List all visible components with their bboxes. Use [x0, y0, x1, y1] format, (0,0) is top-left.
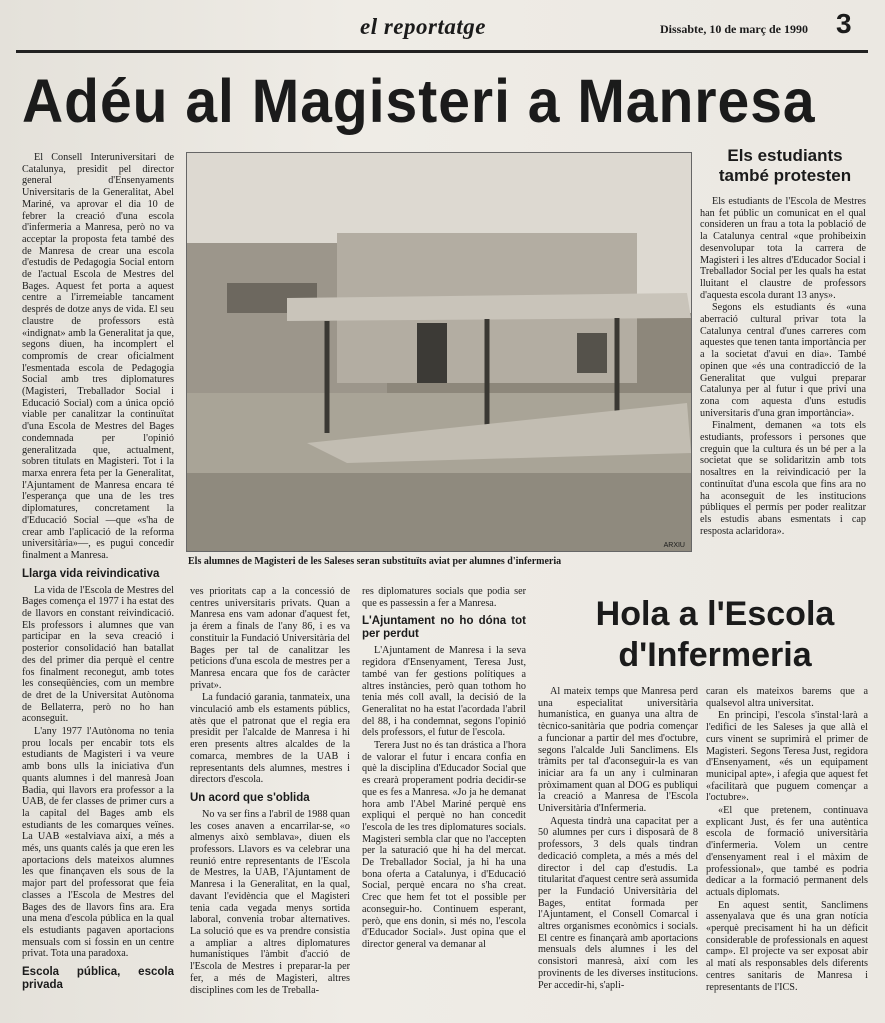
- building-photo: [186, 152, 692, 552]
- article-paragraph: Al mateix temps que Manresa perd una especialitat universitària humanística, en guanya una altra de tècnico-sanitària que podria començar a funcionar a partir del mes d'octubre, segons l'alcalde Juli Sanclimens. Els tràmits per tal d'aconseguir-la es van iniciar ara fa un any i culminaran pròximament quan al DOG es publiqui la creació a Manresa de l'Escola Universitària d'Infermeria.: [538, 686, 698, 815]
- subheading: Escola pública, escola privada: [22, 966, 174, 992]
- article-paragraph: El Consell Interuniversitari de Catalunya, presidit pel director general d'Ensenyaments Universitaris de la Generalitat, Abel Mariné, va aprovar el dia 10 de febrer la creació d'una escola d'infermeria a Manresa, però no va acceptar la proposta feta també des de Manresa de crear una escola d'estudis de Pedagogia Social entorn de l'actual Escola de Mestres del Bages. Aquest fet porta a aquest centre a l'irremeiable tancament després de dotze anys de vida. El seu claustre de professors està «indignat» amb la Generalitat ja que, segons diuen, ha incomplert el compromís de crear oficialment l'esmentada escola de Pedagogia Social amb tres diplomatures (Magisteri, Treballador Social i Educació Social) com a única opció viable per canalitzar la continuïtat d'una Escola de Mestres del Bages condemnada per l'opinió generalitzada que, actualment, sobren titulats en Magisteri. Tot i la marxa enrera feta per la Generalitat, l'Ajuntament de Manresa encara té l'esperança que una de les tres diplomatures, concretament la d'Educació Social —que «s'ha de crear amb l'aplicació de la reforma universitària»—, es pugui concedir finalment a Manresa.: [22, 152, 174, 561]
- article-paragraph: En aquest sentit, Sanclimens assenyalava que és una gran notícia «perquè precisament hi ha un dèficit considerable de professionals en aquest camp». El projecte va ser exposat abir al matí als responsables dels diferents centres sanitaris de Manresa i representants de l'ICS.: [706, 899, 868, 993]
- infermeria-column-1: [538, 686, 698, 1018]
- article-paragraph: Tererа Just no és tan drástica a l'hora de valorar el futur i encara confia en què la disciplina d'Educador Social que es crearà properament podria decidir-se que es fes a Manresa. «Jo ja he demanat hora amb l'Abel Mariné perquè ens expliqui el perquè no han concedit l'escola de les tres diplomatures socials. Magisteri sembla clar que no l'accepten per la saturació que hi ha del mercat. De Treballador Social, ja hi ha una bona oferta a Catalunya, i d'Educació Social, perquè encara no s'ha creat. Crec que hem fet tot el possible per aconseguir-ho. Continuem esperant, però, que ens donin, si més no, l'escola d'Educador Social». Just opina que el director general va demanar al: [362, 740, 526, 950]
- article-paragraph: ves prioritats cap a la concessió de centres universitaris privats. Quan a Manresa ens vam adonar d'aquest fet, ja érem a finals de l'any 86, i es va constituir la Fundació Universitària del Bages per tal de canalitzar les peticions d'una escola de mestres per a Manresa encara que fos de caràcter privat».: [190, 586, 350, 691]
- building-illustration: [187, 153, 691, 551]
- article-paragraph: caran els mateixos barems que a qualsevol altra universitat.: [706, 686, 868, 709]
- sidebar-paragraph: Finalment, demanen «a tots els estudiants, professors i persones que creguin que la cultura és un bé per a la societat que se solidaritzin amb tots nosaltres en la reivindicació per la continuïtat d'una escola que fins ara no ha aconseguit de les institucions públiques el permís per poder realitzar els estudis abans esmentats i cap resposta aclaridora».: [700, 420, 866, 537]
- section-title: el reportatge: [360, 14, 486, 39]
- column-2: [190, 586, 350, 1018]
- column-3: [362, 586, 526, 1018]
- sidebar-title: Els estudiants també protesten: [718, 146, 852, 185]
- article-paragraph: La vida de l'Escola de Mestres del Bages comença el 1977 i ha estat des de llavors en constant reivindicació. Els professors i alumnes que van participar en la seva creació i posterior consolidació han batallat des del primer dia perquè el centre fos finalment reconegut, amb totes les conseqüències, com un membre de dret de la Universitat Autònoma de Bellaterra, però no ho han aconseguit.: [22, 584, 174, 725]
- subheading: L'Ajuntament no ho dóna tot per perdut: [362, 615, 526, 641]
- article-paragraph: No va ser fins a l'abril de 1988 quan les coses anaven a encarrilar-se, «o almenys això semblava», diuen els professors. Llavors es va celebrar una reunió entre representants de l'Escola de Mestres, la UAB, l'Ajuntament de Manresa i la Generalitat, en la qual, davant l'evidència que el Magisteri tenia cada vegada menys sortida laboral, convenia trobar alternatives. La solució que es va prendre consistia a ampliar a altres diplomatures humanístiques l'àmbit d'acció de l'Escola de Mestres i preparar-la per fer, a més de Magisteri, altres disciplines com les de Treballa-: [190, 808, 350, 996]
- article-paragraph: «El que pretenem, continuava explicant Just, és fer una autèntica escola de formació universitària d'infermeria. Volem un centre d'ensenyament real i el màxim de professional», que també es podria dedicar a la formació permanent dels actuals diplomats.: [706, 805, 868, 898]
- article-paragraph: La fundació garania, tanmateix, una vinculació amb els estaments públics, atès que el patronat que el regia era presidit per l'alcalde de Manresa i hi eren presents altres alcaldes de la comarca, membres de la UAB i representants dels alumnes, mestres i directors d'escola.: [190, 692, 350, 786]
- article-paragraph: En principi, l'escola s'instal·larà a l'edifici de les Saleses ja que allà el curs vinent se suprimirà el primer de Magisteri. Segons Teresa Just, regidora d'Ensenyament, «és un equipament municipal apte», i afegia que aquest fet «facilitarà que puguem començar a l'octubre».: [706, 710, 868, 804]
- photo-credit: ARXIU: [663, 542, 685, 549]
- infermeria-column-2: [706, 686, 868, 1018]
- article-paragraph: L'any 1977 l'Autònoma no tenia prou locals per encabir tots els estudiants de Magisteri i va veure amb bons ulls la iniciativa d'un quants alumnes i del manresà Joan Badia, qui llavors era professor a la UAB, de fer classes de primer curs a la capital del Bages amb els estudiants de les comarques veïnes. La UAB «estalviava així, a més a més, uns quants calés ja que eren les aportacions dels mateixos alumnes les que finançaven els sous de la major part del professorat que feia classes a l'Escola de Mestres del Bages des de llavors fins ara. Era una mena d'escola pública en la qual els estudiants pagaven aportacions mensuals com si fossin en un centre privat. Tota una paradoxa.: [22, 726, 174, 960]
- sidebar-body: [700, 196, 866, 574]
- column-1: [22, 152, 174, 1018]
- sidebar-paragraph: Els estudiants de l'Escola de Mestres han fet públic un comunicat en el qual consideren un frau a tota la població de la Catalunya central «que prohibeixin desenvolupar tota la carrera de Magisteri i les altres d'Educador Social i Treballador Social per les quals ha estat lluitant el claustre de professors d'aquesta escola durant 13 anys».: [700, 196, 866, 301]
- article-paragraph: res diplomatures socials que podia ser que es passessin a fer a Manresa.: [362, 586, 526, 609]
- article-paragraph: Aquesta tindrà una capacitat per a 50 alumnes per curs i disposarà de 8 professors, 3 dels quals tindran dedicació completa, a més a més del director i del cap d'estudis. La titularitat d'aquest centre serà assumida per la Fundació Universitària del Bages, entitat formada per l'Ajuntament, el Consell Comarcal i altres organismes econòmics i socials. El centre es finançarà amb aportacions mensuals dels alumnes i les del consistori manresà, així com les provinents de les diverses institucions. Per accedir-hi, s'apli-: [538, 815, 698, 991]
- subheading: Un acord que s'oblida: [190, 791, 310, 804]
- infermeria-headline: Hola a l'Escola d'Infermeria: [595, 595, 835, 674]
- article-paragraph: L'Ajuntament de Manresa i la seva regidora d'Ensenyament, Teresa Just, també van fer gestions polítiques a altres instàncies, però quan tothom ho tenia més coll avall, la decisió de la Generalitat no ha estat l'acordada l'abril del 88, i ha condemnat, segons l'opinió dels professors, el futur de l'escola.: [362, 645, 526, 739]
- photo-caption: Els alumnes de Magisteri de les Saleses seran substituïts aviat per alumnes d'infermeria: [188, 556, 562, 567]
- sidebar-paragraph: Segons els estudiants és «una aberració cultural privar tota la Catalunya central d'unes carreres com aquestes que tenen tanta importància per a la societat d'avui en dia». També opinen que «és una contradicció de la Generalitat que vulgui preparar Catalunya per al futur i que privi una zona com aquesta d'uns estudis universitaris d'una gran importància».: [700, 302, 866, 419]
- dateline: Dissabte, 10 de març de 1990: [660, 22, 808, 36]
- page-number: 3: [836, 8, 852, 39]
- main-headline: Adéu al Magisteri a Manresa: [22, 67, 816, 137]
- subheading: Llarga vida reivindicativa: [22, 567, 160, 580]
